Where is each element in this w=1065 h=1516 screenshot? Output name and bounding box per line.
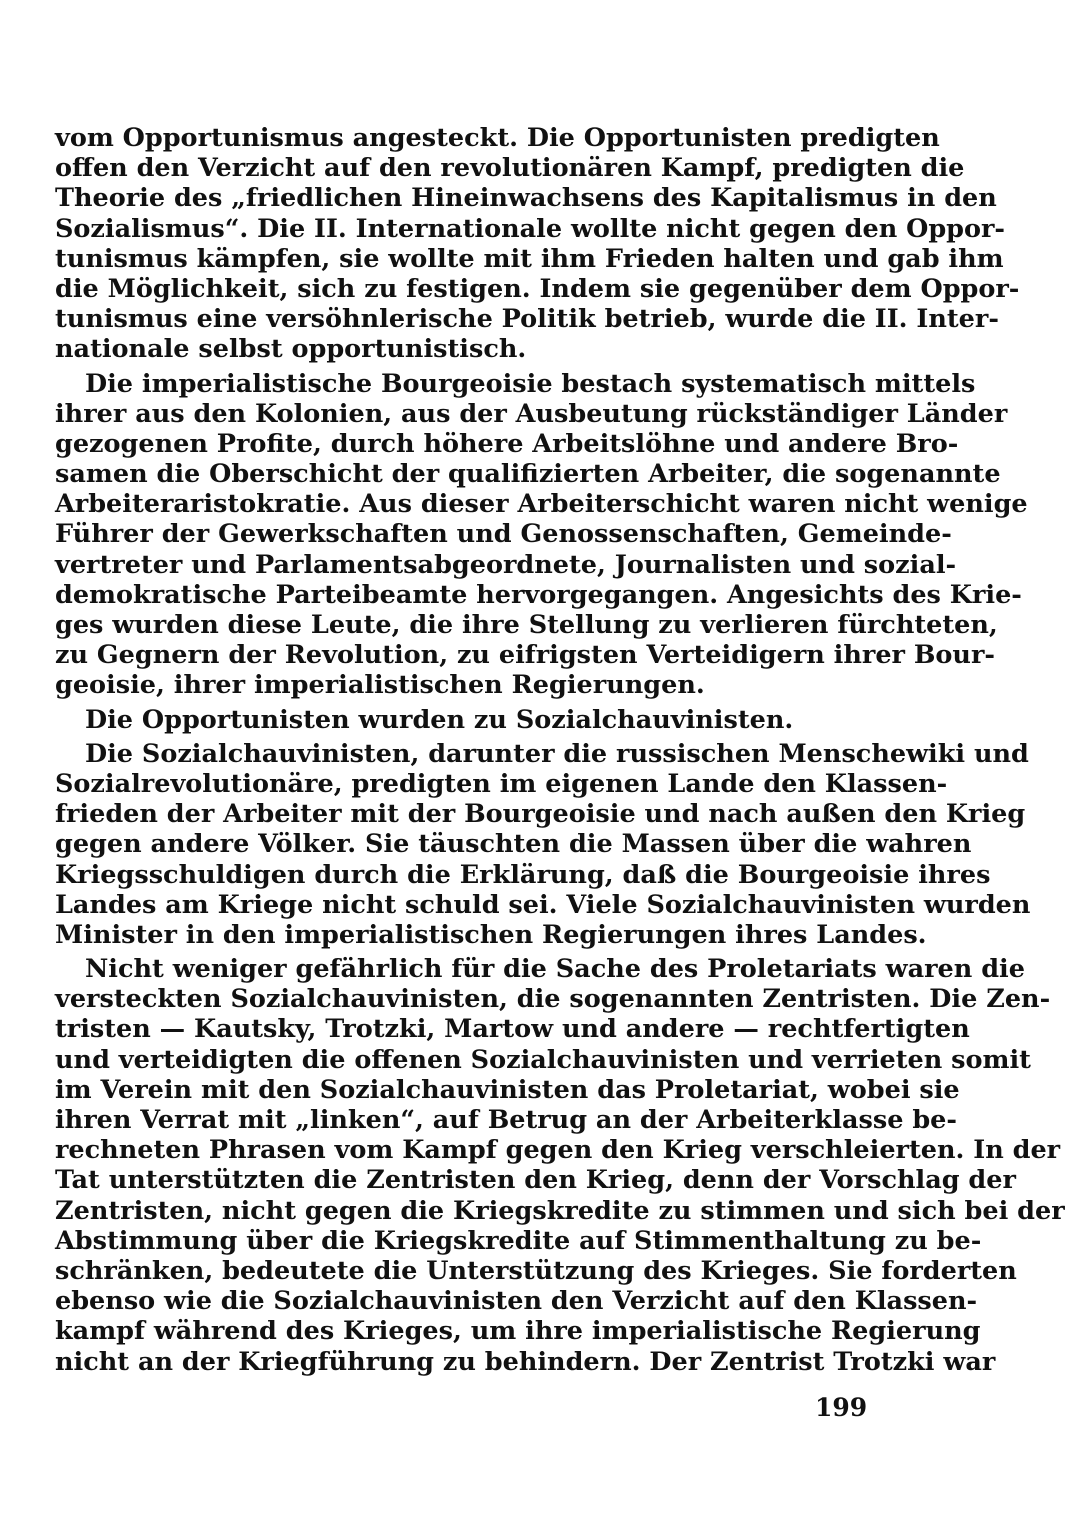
- text-line: demokratische Parteibeamte hervorgegangen. Angesichts des Krie-: [55, 579, 1022, 610]
- text-line: und verteidigten die offenen Sozialchauvinisten und verrieten somit: [55, 1044, 1031, 1075]
- text-line: Die Opportunisten wurden zu Sozialchauvinisten.: [85, 704, 794, 735]
- text-line: zu Gegnern der Revolution, zu eifrigsten Verteidigern ihrer Bour-: [55, 640, 995, 671]
- text-line: Abstimmung über die Kriegskredite auf Stimmenthaltung zu be-: [55, 1225, 982, 1256]
- page-number: 199: [815, 1393, 868, 1422]
- text-line: Kriegsschuldigen durch die Erklärung, daß die Bourgeoisie ihres: [55, 859, 991, 890]
- text-line: nicht an der Kriegführung zu behindern. Der Zentrist Trotzki war: [55, 1346, 996, 1377]
- text-line: vertreter und Parlamentsabgeordnete, Journalisten und sozial-: [55, 549, 957, 580]
- text-line: tristen — Kautsky, Trotzki, Martow und andere — rechtfertigten: [55, 1014, 970, 1045]
- text-line: Die imperialistische Bourgeoisie bestach systematisch mittels: [85, 368, 976, 399]
- paragraph: [55, 368, 1028, 701]
- text-line: tunismus eine versöhnlerische Politik betrieb, wurde die II. Inter-: [55, 304, 999, 335]
- paragraph: [55, 123, 1020, 365]
- paragraph: [55, 954, 1065, 1377]
- text-line: Sozialrevolutionäre, predigten im eigenen Lande den Klassen-: [55, 768, 948, 799]
- text-line: tunismus kämpfen, sie wollte mit ihm Frieden halten und gab ihm: [55, 243, 1004, 274]
- text-line: rechneten Phrasen vom Kampf gegen den Krieg verschleierten. In der: [55, 1135, 1061, 1166]
- text-line: schränken, bedeutete die Unterstützung des Krieges. Sie forderten: [55, 1255, 1017, 1286]
- text-line: frieden der Arbeiter mit der Bourgeoisie und nach außen den Krieg: [55, 799, 1026, 830]
- text-line: ebenso wie die Sozialchauvinisten den Verzicht auf den Klassen-: [55, 1286, 978, 1317]
- text-line: nationale selbst opportunistisch.: [55, 334, 527, 365]
- text-line: ihren Verrat mit „linken“, auf Betrug an der Arbeiterklasse be-: [55, 1105, 957, 1135]
- text-line: Zentristen, nicht gegen die Kriegskredite zu stimmen und sich bei der: [55, 1195, 1065, 1226]
- text-line: Arbeiteraristokratie. Aus dieser Arbeiterschicht waren nicht wenige: [55, 489, 1028, 520]
- text-line: ihrer aus den Kolonien, aus der Ausbeutung rückständiger Länder: [55, 398, 1008, 429]
- text-line: samen die Oberschicht der qualifizierten Arbeiter, die sogenannte: [55, 459, 1001, 490]
- text-line: Nicht weniger gefährlich für die Sache des Proletariats waren die: [85, 954, 1025, 985]
- text-line: Führer der Gewerkschaften und Genossenschaften, Gemeinde-: [55, 519, 952, 550]
- text-line: Theorie des „friedlichen Hineinwachsens des Kapitalismus in den: [55, 183, 997, 214]
- text-line: die Möglichkeit, sich zu festigen. Indem sie gegenüber dem Oppor-: [55, 273, 1020, 304]
- text-line: gezogenen Profite, durch höhere Arbeitslöhne und andere Bro-: [55, 428, 959, 459]
- text-line: geoisie, ihrer imperialistischen Regierungen.: [55, 670, 705, 701]
- text-line: kampf während des Krieges, um ihre imperialistische Regierung: [55, 1316, 981, 1347]
- paragraph: [55, 705, 865, 735]
- text-line: Minister in den imperialistischen Regierungen ihres Landes.: [55, 919, 927, 950]
- text-line: versteckten Sozialchauvinisten, die sogenannten Zentristen. Die Zen-: [55, 984, 1051, 1015]
- body-text: [55, 123, 1065, 1377]
- text-line: Tat unterstützten die Zentristen den Krieg, denn der Vorschlag der: [55, 1165, 1016, 1196]
- text-line: Die Sozialchauvinisten, darunter die russischen Menschewiki und: [85, 738, 1029, 769]
- text-line: Landes am Kriege nicht schuld sei. Viele Sozialchauvinisten wurden: [55, 889, 1031, 920]
- text-line: im Verein mit den Sozialchauvinisten das Proletariat, wobei sie: [55, 1074, 960, 1105]
- text-line: ges wurden diese Leute, die ihre Stellung zu verlieren fürchteten,: [55, 610, 998, 640]
- paragraph: [55, 738, 1031, 950]
- text-line: Sozialismus“. Die II. Internationale wollte nicht gegen den Oppor-: [55, 213, 1006, 244]
- text-line: vom Opportunismus angesteckt. Die Opportunisten predigten: [55, 123, 940, 153]
- text-line: gegen andere Völker. Sie täuschten die Massen über die wahren: [55, 829, 972, 860]
- text-line: offen den Verzicht auf den revolutionären Kampf, predigten die: [55, 153, 965, 184]
